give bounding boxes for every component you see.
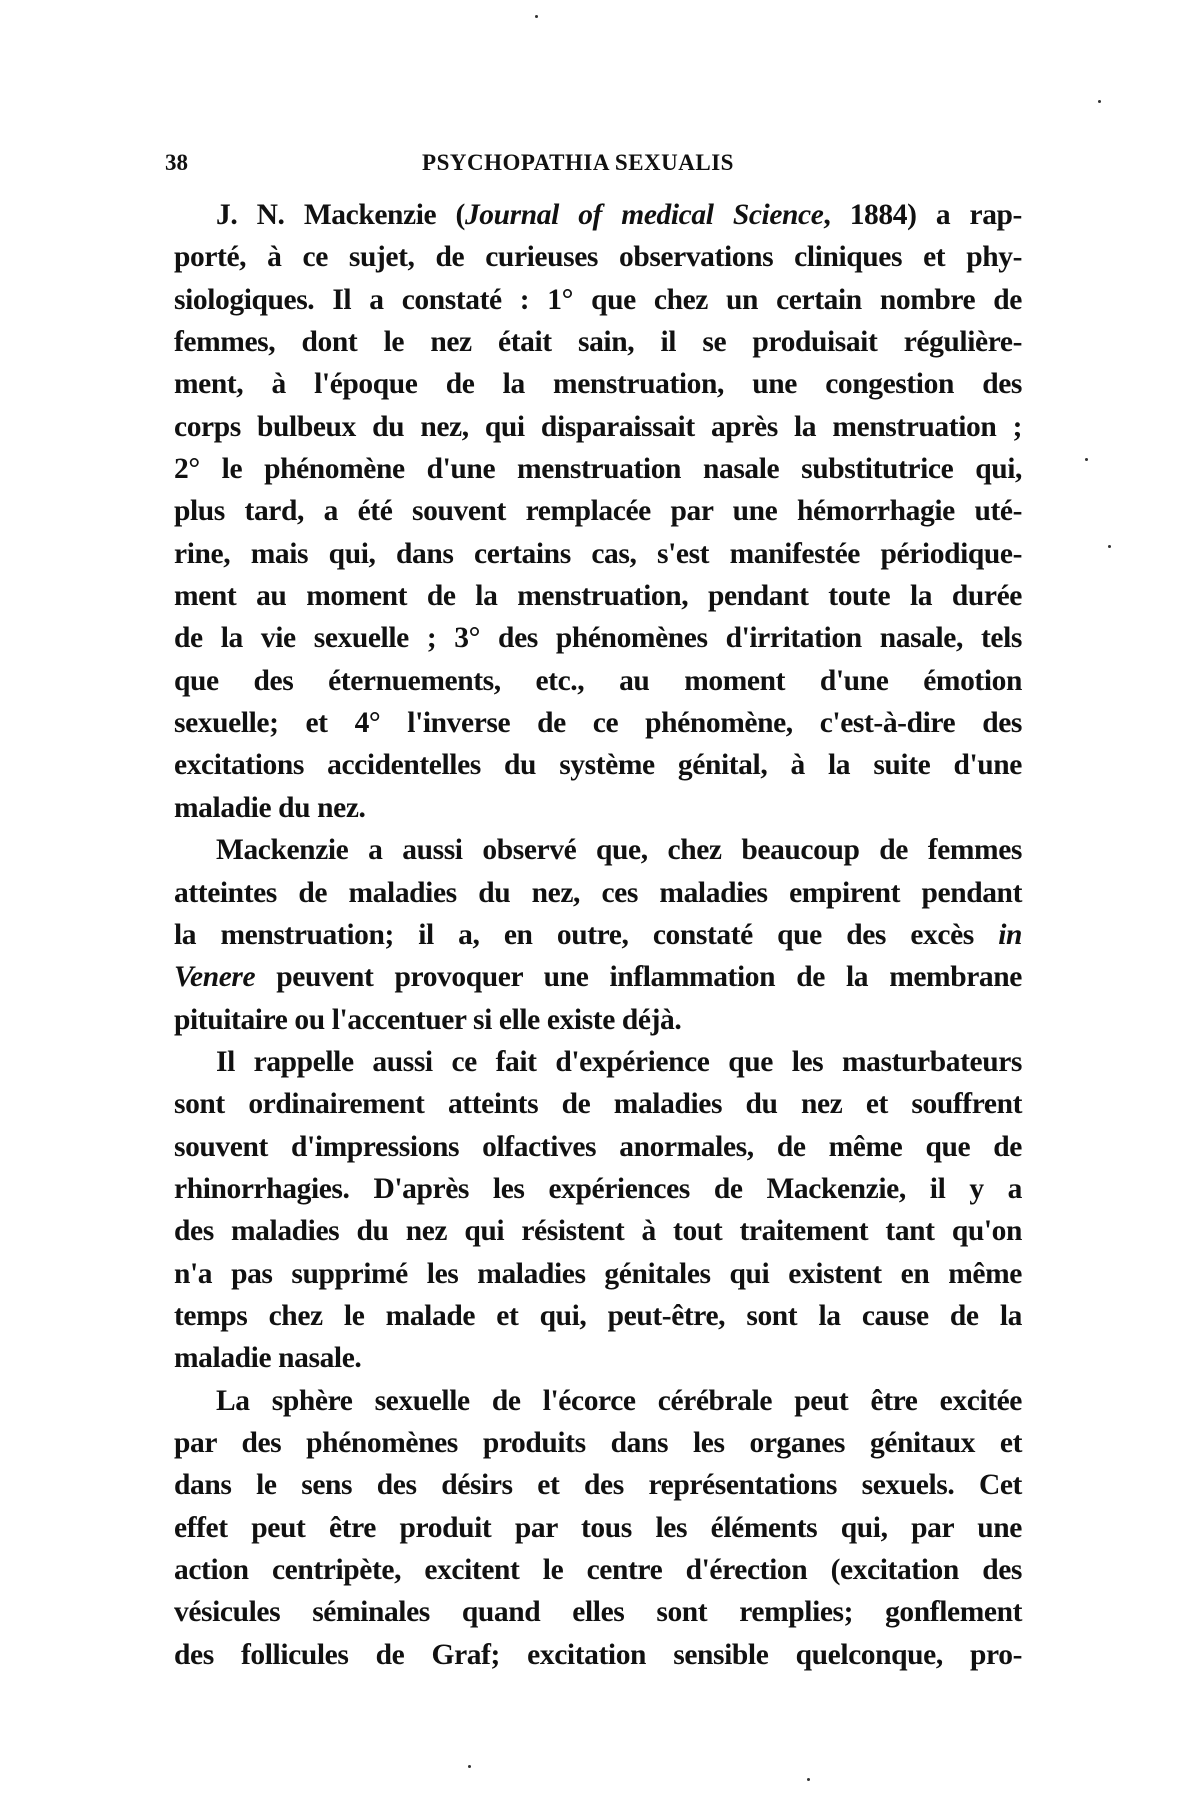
text-line bbox=[174, 1549, 1022, 1591]
text-line bbox=[174, 1210, 1022, 1252]
line-text: femmes, dont le nez était sain, il se produisait régulière- bbox=[174, 326, 1022, 359]
line-text: pituitaire ou l'accentuer si elle existe déjà. bbox=[174, 1003, 682, 1036]
text-line bbox=[174, 1337, 1022, 1379]
line-text: Il rappelle aussi ce fait d'expérience que les masturbateurs bbox=[216, 1045, 1022, 1078]
line-text: des maladies du nez qui résistent à tout traitement tant qu'on bbox=[174, 1215, 1022, 1248]
running-header bbox=[0, 150, 1200, 184]
scan-speck bbox=[535, 15, 538, 18]
text-line bbox=[174, 1126, 1022, 1168]
line-text: , 1884) a rap- bbox=[823, 199, 1022, 231]
text-line bbox=[174, 575, 1022, 617]
line-text: maladie nasale. bbox=[174, 1342, 362, 1375]
line-text: ment au moment de la menstruation, pendant toute la durée bbox=[174, 580, 1022, 613]
text-line bbox=[174, 236, 1022, 278]
line-text: sont ordinairement atteints de maladies du nez et souffrent bbox=[174, 1088, 1022, 1121]
line-text: excitations accidentelles du système génital, à la suite d'une bbox=[174, 749, 1022, 782]
text-line bbox=[174, 744, 1022, 786]
line-text: ment, à l'époque de la menstruation, une congestion des bbox=[174, 368, 1022, 401]
running-title: PSYCHOPATHIA SEXUALIS bbox=[422, 150, 734, 175]
text-line bbox=[174, 1422, 1022, 1464]
line-text: effet peut être produit par tous les éléments qui, par une bbox=[174, 1511, 1022, 1544]
text-line bbox=[174, 448, 1022, 490]
scan-speck bbox=[1085, 458, 1088, 461]
line-text: 2° le phénomène d'une menstruation nasale substitutrice qui, bbox=[174, 453, 1022, 486]
line-text: siologiques. Il a constaté : 1° que chez un certain nombre de bbox=[174, 283, 1022, 316]
line-text: La sphère sexuelle de l'écorce cérébrale peut être excitée bbox=[216, 1384, 1022, 1417]
line-text: rine, mais qui, dans certains cas, s'est manifestée périodique- bbox=[174, 537, 1022, 570]
text-line bbox=[174, 279, 1022, 321]
text-line bbox=[174, 533, 1022, 575]
text-line bbox=[174, 1380, 1022, 1422]
page-number: 38 bbox=[165, 150, 188, 175]
line-text: des follicules de Graf; excitation sensible quelconque, pro- bbox=[174, 1638, 1022, 1671]
text-line bbox=[174, 999, 1022, 1041]
line-text: corps bulbeux du nez, qui disparaissait après la menstruation ; bbox=[174, 410, 1022, 443]
text-line bbox=[174, 872, 1022, 914]
text-line bbox=[174, 956, 1022, 998]
line-text: temps chez le malade et qui, peut-être, sont la cause de la bbox=[174, 1299, 1022, 1332]
text-line bbox=[174, 1295, 1022, 1337]
scan-speck bbox=[1108, 545, 1111, 548]
text-line bbox=[174, 787, 1022, 829]
line-text: vésicules séminales quand elles sont remplies; gonflement bbox=[174, 1596, 1022, 1629]
text-line bbox=[174, 1464, 1022, 1506]
line-text: la menstruation; il a, en outre, constaté que des excès bbox=[174, 918, 999, 951]
text-line bbox=[174, 914, 1022, 956]
text-line bbox=[174, 1507, 1022, 1549]
line-text: n'a pas supprimé les maladies génitales qui existent en même bbox=[174, 1257, 1022, 1290]
text-line bbox=[174, 1253, 1022, 1295]
line-text: porté, à ce sujet, de curieuses observations cliniques et phy- bbox=[174, 241, 1022, 274]
text-line bbox=[174, 1591, 1022, 1633]
line-text: action centripète, excitent le centre d'érection (excitation des bbox=[174, 1554, 1022, 1586]
text-line bbox=[174, 1634, 1022, 1676]
italic-text: Venere bbox=[174, 961, 256, 994]
line-text: souvent d'impressions olfactives anormales, de même que de bbox=[174, 1130, 1022, 1163]
text-line bbox=[174, 1168, 1022, 1210]
scan-speck bbox=[468, 1765, 471, 1768]
scan-speck bbox=[1098, 100, 1101, 103]
line-text: atteintes de maladies du nez, ces maladies empirent pendant bbox=[174, 876, 1022, 909]
line-text: peuvent provoquer une inflammation de la membrane bbox=[255, 961, 1022, 994]
text-line bbox=[174, 829, 1022, 871]
line-text: sexuelle; et 4° l'inverse de ce phénomène, c'est-à-dire des bbox=[174, 707, 1022, 740]
line-text: de la vie sexuelle ; 3° des phénomènes d'irritation nasale, tels bbox=[174, 622, 1022, 655]
line-text: rhinorrhagies. D'après les expériences de Mackenzie, il y a bbox=[174, 1172, 1022, 1205]
text-line bbox=[174, 194, 1022, 236]
text-line bbox=[174, 660, 1022, 702]
line-text: J. N. Mackenzie ( bbox=[216, 199, 465, 231]
body-text bbox=[174, 194, 1022, 1676]
line-text: maladie du nez. bbox=[174, 791, 366, 824]
line-text: Mackenzie a aussi observé que, chez beaucoup de femmes bbox=[216, 834, 1022, 867]
text-line bbox=[174, 490, 1022, 532]
text-line bbox=[174, 321, 1022, 363]
text-line bbox=[174, 617, 1022, 659]
line-text: que des éternuements, etc., au moment d'une émotion bbox=[174, 664, 1022, 697]
italic-text: Journal of medical Science bbox=[464, 199, 824, 231]
text-line bbox=[174, 1083, 1022, 1125]
line-text: plus tard, a été souvent remplacée par une hémorrhagie uté- bbox=[174, 495, 1022, 528]
text-line bbox=[174, 702, 1022, 744]
scan-speck bbox=[807, 1778, 810, 1781]
running-title-wrap bbox=[0, 150, 1200, 176]
text-line bbox=[174, 406, 1022, 448]
italic-text: in bbox=[998, 918, 1022, 951]
text-line bbox=[174, 363, 1022, 405]
text-line bbox=[174, 1041, 1022, 1083]
line-text: dans le sens des désirs et des représentations sexuels. Cet bbox=[174, 1469, 1022, 1502]
line-text: par des phénomènes produits dans les organes génitaux et bbox=[174, 1426, 1022, 1459]
